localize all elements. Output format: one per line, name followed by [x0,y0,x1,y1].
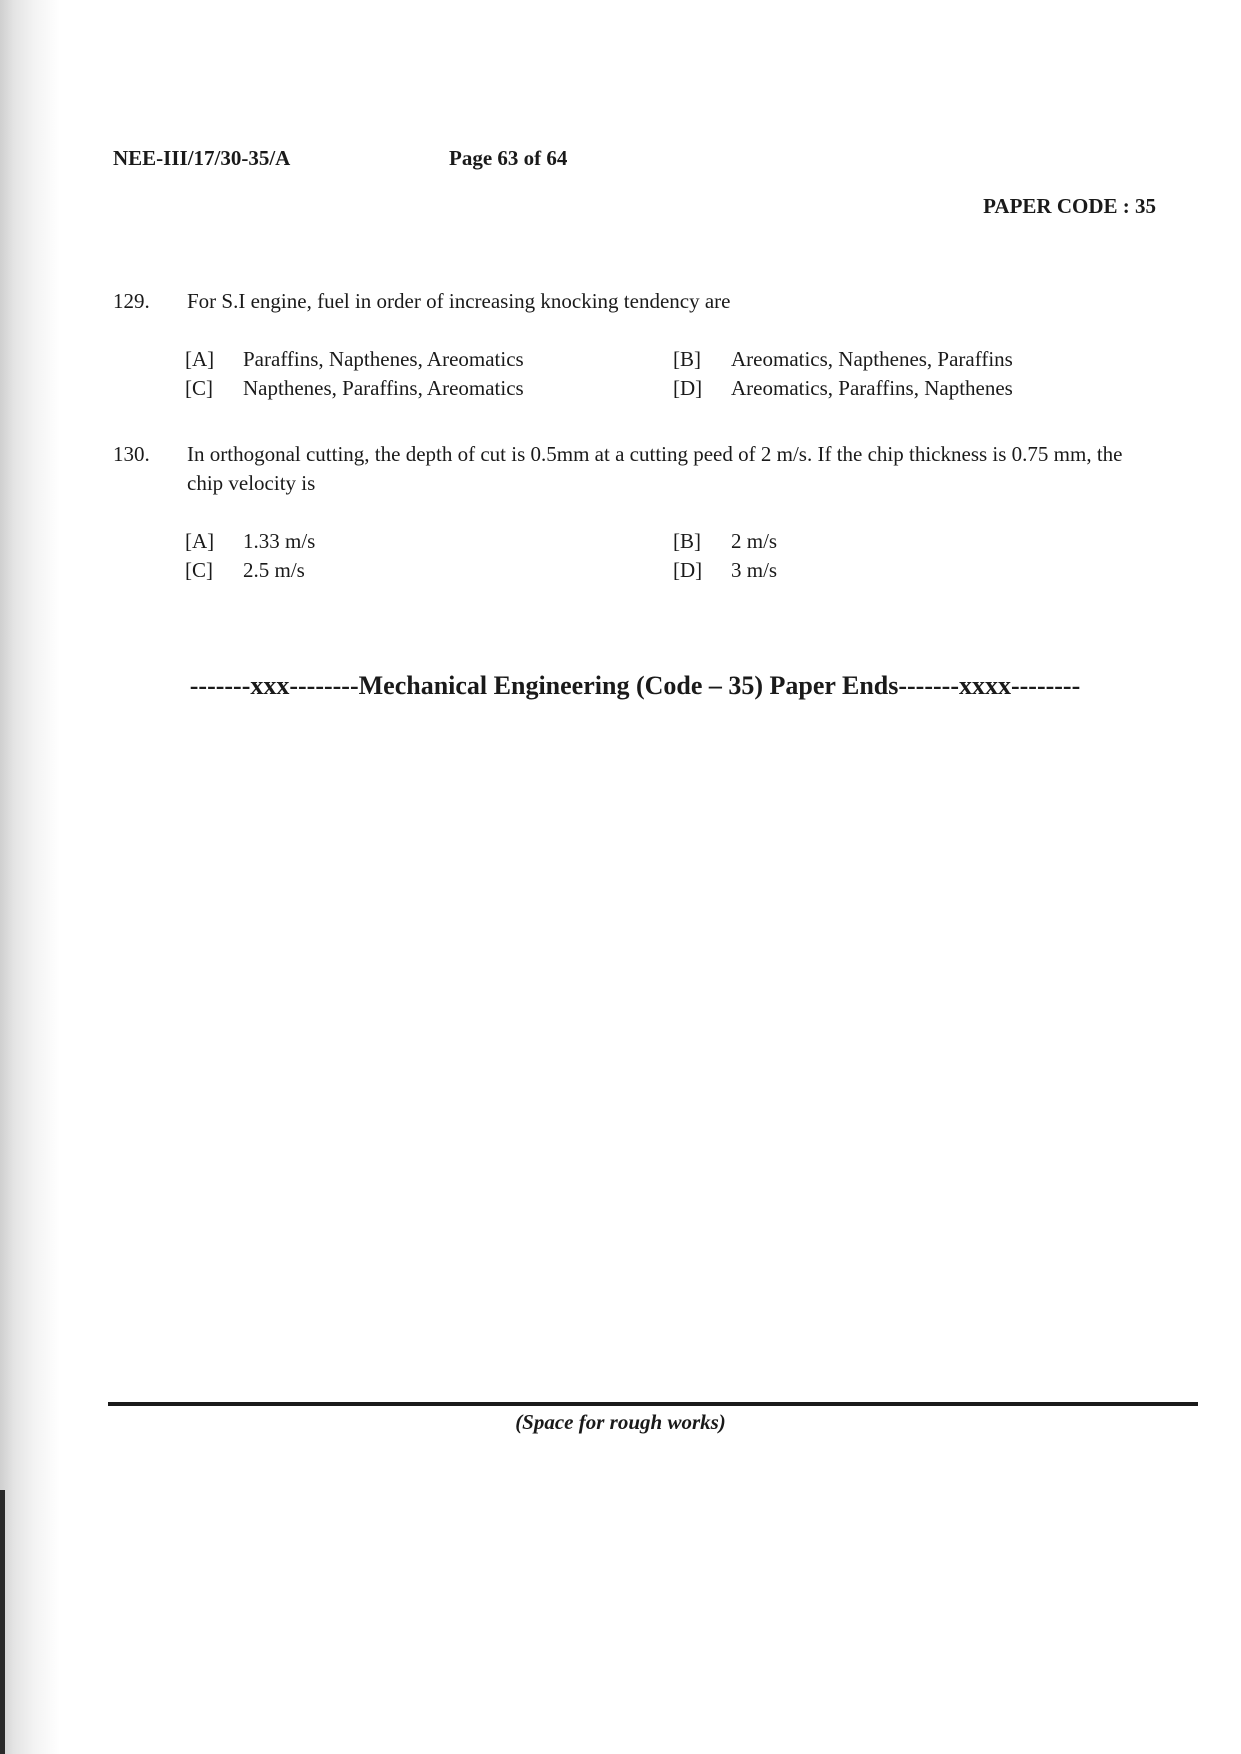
scan-edge-dark-mark [0,1490,5,1754]
option-row [185,374,1125,403]
paper-ends-line: -------xxx--------Mechanical Engineering (Code – 35) Paper Ends-------xxxx-------- [189,671,1081,700]
option-text: 2.5 m/s [243,558,305,582]
question-text: In orthogonal cutting, the depth of cut is 0.5mm at a cutting peed of 2 m/s. If the chip thickness is 0.75 mm, the chip velocity is [187,442,1123,495]
rough-work-label: (Space for rough works) [515,1410,726,1434]
question-130-options [185,527,1125,585]
page-number: Page 63 of 64 [449,146,568,170]
scan-edge-shading [0,0,60,1754]
option-c [185,556,305,585]
option-key: [C] [185,376,213,400]
option-key: [B] [673,529,701,553]
option-key: [A] [185,347,215,371]
question-129 [113,287,1158,316]
option-key: [D] [673,558,703,582]
option-row [185,345,1125,374]
option-text: 2 m/s [731,529,778,553]
option-text: Areomatics, Napthenes, Paraffins [731,347,1013,371]
question-number: 129. [113,289,150,313]
option-key: [B] [673,347,701,371]
option-text: Areomatics, Paraffins, Napthenes [731,376,1013,400]
option-key: [D] [673,376,703,400]
option-text: 1.33 m/s [243,529,316,553]
paper-code: PAPER CODE : 35 [983,194,1156,218]
option-c [185,374,524,403]
question-text: For S.I engine, fuel in order of increasing knocking tendency are [187,289,731,313]
question-129-options [185,345,1125,403]
option-a [185,527,315,556]
option-key: [A] [185,529,215,553]
option-b [673,527,777,556]
option-d [673,374,1013,403]
question-number: 130. [113,442,150,466]
footer-divider [108,1402,1198,1406]
option-row [185,527,1125,556]
option-key: [C] [185,558,213,582]
question-130 [113,440,1158,498]
option-text: Napthenes, Paraffins, Areomatics [243,376,524,400]
option-a [185,345,524,374]
option-d [673,556,777,585]
option-b [673,345,1013,374]
option-text: 3 m/s [731,558,778,582]
exam-code: NEE-III/17/30-35/A [113,146,291,170]
option-row [185,556,1125,585]
option-text: Paraffins, Napthenes, Areomatics [243,347,524,371]
